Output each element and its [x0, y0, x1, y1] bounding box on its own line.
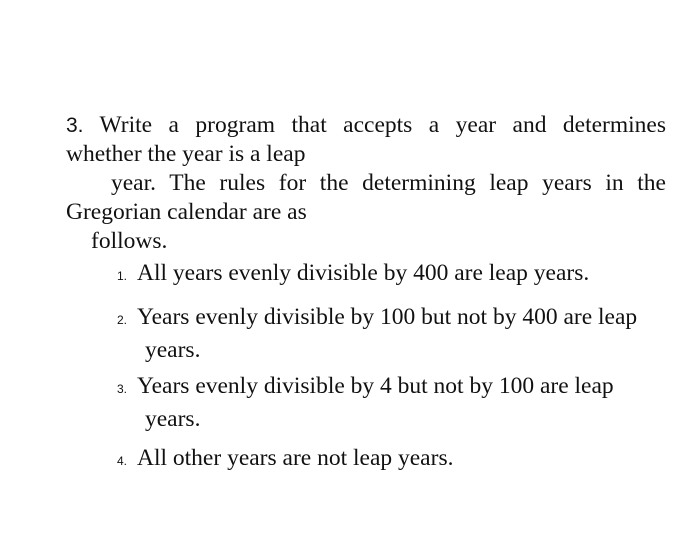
question-line-4: Gregorian calendar are as: [66, 199, 307, 225]
rule-text-2: Years evenly divisible by 100 but not by 400 are leap: [137, 304, 638, 330]
rule-item-2: [117, 302, 667, 365]
rule-item-4: [117, 443, 667, 476]
rule-marker-4: 4.: [117, 454, 128, 468]
rule-text-3: Years evenly divisible by 4 but not by 100 are leap: [137, 373, 614, 399]
question-line-3: year. The rules for the determining leap years in the: [111, 170, 666, 196]
rule-text-1: All years evenly divisible by 400 are leap years.: [137, 260, 590, 286]
question-line-5: follows.: [91, 228, 168, 254]
rule-continuation-3: years.: [145, 406, 201, 432]
question-text-1: Write a program that accepts a year and determines: [99, 112, 666, 138]
question-line-2: whether the year is a leap: [66, 141, 306, 167]
question-line-1: [66, 111, 666, 140]
question-number: 3.: [66, 114, 84, 137]
question-paragraph: [66, 111, 666, 256]
rule-marker-3: 3.: [117, 382, 128, 396]
rule-continuation-2: years.: [145, 337, 201, 363]
rule-marker-2: 2.: [117, 313, 128, 327]
rule-marker-1: 1.: [117, 269, 128, 283]
rule-item-1: [117, 258, 667, 291]
rule-item-3: [117, 371, 667, 434]
rule-text-4: All other years are not leap years.: [137, 445, 454, 471]
